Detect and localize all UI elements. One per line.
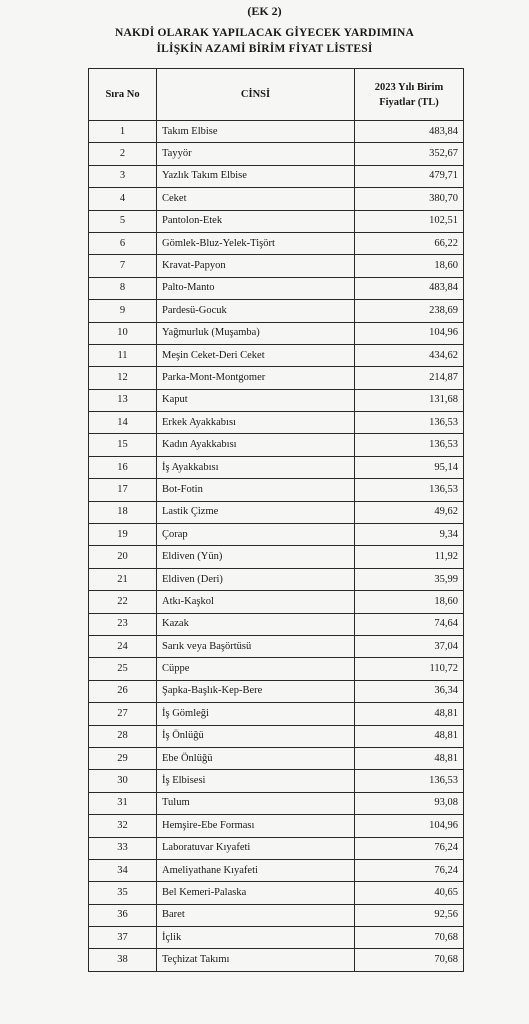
item-price: 48,81 [355,747,464,769]
item-name: İçlik [157,927,355,949]
row-number: 37 [89,927,157,949]
item-name: Palto-Manto [157,277,355,299]
item-name: Yağmurluk (Muşamba) [157,322,355,344]
item-price: 74,64 [355,613,464,635]
table-row [89,725,464,747]
row-number: 25 [89,658,157,680]
row-number: 8 [89,277,157,299]
item-name: Baret [157,904,355,926]
table-row [89,143,464,165]
row-number: 34 [89,859,157,881]
item-name: Çorap [157,524,355,546]
row-number: 31 [89,792,157,814]
item-name: Tayyör [157,143,355,165]
item-name: Meşin Ceket-Deri Ceket [157,344,355,366]
item-name: Ebe Önlüğü [157,747,355,769]
item-price: 36,34 [355,680,464,702]
item-name: Şapka-Başlık-Kep-Bere [157,680,355,702]
table-row [89,322,464,344]
item-name: Eldiven (Deri) [157,568,355,590]
row-number: 10 [89,322,157,344]
row-number: 21 [89,568,157,590]
row-number: 17 [89,479,157,501]
item-name: Erkek Ayakkabısı [157,412,355,434]
table-row [89,635,464,657]
row-number: 19 [89,524,157,546]
item-name: Pardesü-Gocuk [157,300,355,322]
item-price: 104,96 [355,322,464,344]
item-name: Kadın Ayakkabısı [157,434,355,456]
table-row [89,949,464,971]
row-number: 23 [89,613,157,635]
column-header-sira-no: Sıra No [89,69,157,121]
row-number: 27 [89,703,157,725]
item-name: Kravat-Papyon [157,255,355,277]
table-row [89,456,464,478]
item-price: 48,81 [355,725,464,747]
item-name: Ceket [157,188,355,210]
item-price: 66,22 [355,232,464,254]
item-name: Lastik Çizme [157,501,355,523]
item-name: İş Gömleği [157,703,355,725]
row-number: 5 [89,210,157,232]
row-number: 18 [89,501,157,523]
item-name: Kazak [157,613,355,635]
table-row [89,770,464,792]
table-row [89,300,464,322]
table-row [89,904,464,926]
item-price: 434,62 [355,344,464,366]
item-name: Kaput [157,389,355,411]
item-price: 136,53 [355,434,464,456]
item-price: 9,34 [355,524,464,546]
table-body [89,121,464,972]
row-number: 3 [89,165,157,187]
row-number: 29 [89,747,157,769]
table-row [89,367,464,389]
title-line-1: NAKDİ OLARAK YAPILACAK GİYECEK YARDIMINA [115,27,414,39]
table-row [89,837,464,859]
title-line-2: İLİŞKİN AZAMİ BİRİM FİYAT LİSTESİ [156,43,373,55]
price-header-text: 2023 Yılı Birim Fiyatlar (TL) [374,81,444,108]
row-number: 12 [89,367,157,389]
row-number: 33 [89,837,157,859]
table-row [89,121,464,143]
item-price: 92,56 [355,904,464,926]
item-price: 479,71 [355,165,464,187]
row-number: 24 [89,635,157,657]
item-price: 136,53 [355,412,464,434]
row-number: 26 [89,680,157,702]
table-row [89,703,464,725]
item-price: 102,51 [355,210,464,232]
item-price: 110,72 [355,658,464,680]
item-price: 37,04 [355,635,464,657]
row-number: 20 [89,546,157,568]
item-name: Parka-Mont-Montgomer [157,367,355,389]
table-row [89,165,464,187]
row-number: 7 [89,255,157,277]
row-number: 1 [89,121,157,143]
row-number: 4 [89,188,157,210]
row-number: 6 [89,232,157,254]
table-row [89,524,464,546]
item-name: Hemşire-Ebe Forması [157,815,355,837]
item-price: 136,53 [355,770,464,792]
item-price: 35,99 [355,568,464,590]
item-name: Bot-Fotin [157,479,355,501]
table-row [89,591,464,613]
table-row [89,613,464,635]
table-row [89,815,464,837]
row-number: 11 [89,344,157,366]
item-name: Takım Elbise [157,121,355,143]
table-row [89,389,464,411]
table-row [89,232,464,254]
item-name: Teçhizat Takımı [157,949,355,971]
item-name: İş Elbisesi [157,770,355,792]
table-row [89,210,464,232]
item-price: 49,62 [355,501,464,523]
item-name: Atkı-Kaşkol [157,591,355,613]
row-number: 16 [89,456,157,478]
table-row [89,277,464,299]
table-row [89,568,464,590]
item-price: 95,14 [355,456,464,478]
item-name: İş Önlüğü [157,725,355,747]
item-price: 483,84 [355,277,464,299]
price-table [88,68,464,972]
annex-label: (EK 2) [247,4,282,18]
item-name: Cüppe [157,658,355,680]
table-row [89,747,464,769]
table-row [89,792,464,814]
row-number: 9 [89,300,157,322]
row-number: 38 [89,949,157,971]
item-name: Tulum [157,792,355,814]
row-number: 36 [89,904,157,926]
item-name: Gömlek-Bluz-Yelek-Tişört [157,232,355,254]
table-row [89,255,464,277]
table-row [89,927,464,949]
row-number: 28 [89,725,157,747]
table-row [89,412,464,434]
item-name: İş Ayakkabısı [157,456,355,478]
table-row [89,501,464,523]
item-name: Sarık veya Başörtüsü [157,635,355,657]
item-price: 104,96 [355,815,464,837]
table-row [89,434,464,456]
item-price: 483,84 [355,121,464,143]
table-row [89,859,464,881]
item-price: 214,87 [355,367,464,389]
table-row [89,882,464,904]
item-price: 131,68 [355,389,464,411]
row-number: 22 [89,591,157,613]
table-row [89,546,464,568]
row-number: 30 [89,770,157,792]
table-header-row [89,69,464,121]
item-name: Ameliyathane Kıyafeti [157,859,355,881]
item-price: 93,08 [355,792,464,814]
table-row [89,188,464,210]
row-number: 2 [89,143,157,165]
item-price: 70,68 [355,927,464,949]
row-number: 32 [89,815,157,837]
table-row [89,680,464,702]
row-number: 15 [89,434,157,456]
document-title [0,25,529,57]
item-price: 238,69 [355,300,464,322]
item-price: 18,60 [355,255,464,277]
table-row [89,658,464,680]
column-header-price [355,69,464,121]
item-price: 76,24 [355,837,464,859]
item-name: Laboratuvar Kıyafeti [157,837,355,859]
item-price: 40,65 [355,882,464,904]
item-name: Pantolon-Etek [157,210,355,232]
item-name: Bel Kemeri-Palaska [157,882,355,904]
item-price: 11,92 [355,546,464,568]
item-price: 380,70 [355,188,464,210]
item-name: Yazlık Takım Elbise [157,165,355,187]
item-price: 18,60 [355,591,464,613]
row-number: 13 [89,389,157,411]
item-price: 76,24 [355,859,464,881]
table-row [89,344,464,366]
item-price: 352,67 [355,143,464,165]
table-row [89,479,464,501]
item-price: 136,53 [355,479,464,501]
row-number: 35 [89,882,157,904]
item-price: 70,68 [355,949,464,971]
item-name: Eldiven (Yün) [157,546,355,568]
item-price: 48,81 [355,703,464,725]
row-number: 14 [89,412,157,434]
column-header-cinsi: CİNSİ [157,69,355,121]
